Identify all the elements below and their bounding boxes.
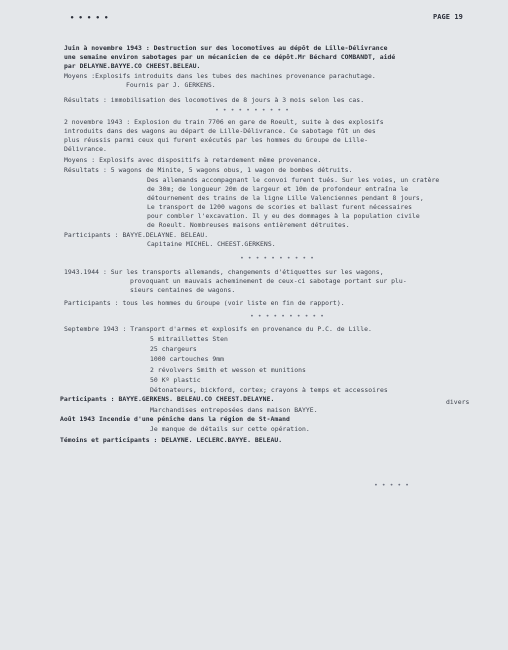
text-line: Moyens : Explosifs avec dispositifs à retardement même provenance. [64,156,322,164]
text-line: 1943.1944 : Sur les transports allemands, changements d'étiquettes sur les wagons, [64,268,384,276]
text-line: Septembre 1943 : Transport d'armes et explosifs en provenance du P.C. de Lille. [64,325,372,333]
text-line: Détonateurs, bickford, cortex; crayons à temps et accessoires [150,386,388,394]
text-line: Juin à novembre 1943 : Destruction sur des locomotives au dépôt de Lille-Délivrance [64,44,388,52]
text-line: 2 révolvers Smith et wesson et munitions [150,366,306,374]
text-line: 25 chargeurs [150,345,197,353]
text-line: de Roeult. Nombreuses maisons entièrement détruites. [147,221,350,229]
text-line: 2 novembre 1943 : Explosion du train 7706 en gare de Roeult, suite à des explosifs [64,118,384,126]
text-line: Participants : BAYYE.DELAYNE. BELEAU. [64,231,209,239]
text-line: Capitaine MICHEL. CHEEST.GERKENS. [147,240,276,248]
text-line: Résultats : immobilisation des locomotives de 8 jours à 3 mois selon les cas. [64,96,365,104]
text-line: Je manque de détails sur cette opération. [150,425,310,433]
text-line: Fournis par J. GERKENS. [126,81,216,89]
section-separator: • • • • • • • • • • [240,254,315,262]
text-line: sieurs centaines de wagons. [130,286,236,294]
text-line: Le transport de 1200 wagons de scories et ballast furent nécessaires [147,203,413,211]
text-line: une semaine environ sabotages par un mécanicien de ce dépôt.Mr Béchard COMBANDT, aidé [64,53,396,61]
text-line: Résultats : 5 wagons de Minite, 5 wagons obus, 1 wagon de bombes détruits. [64,166,353,174]
text-line: de 30m; de longueur 20m de largeur et 10m de profondeur entraîna le [147,185,409,193]
page-number: PAGE 19 [433,13,463,21]
text-line: Participants : BAYYE.GERKENS. BELEAU.CO CHEEST.DELAYNE. [60,395,275,403]
text-line: pour combler l'excavation. Il y eu des dommages à la population civile [147,212,420,220]
text-line: Des allemands accompagnant le convoi furent tués. Sur les voies, un cratère [147,176,440,184]
text-line: 50 Kº plastic [150,376,201,384]
text-line: Témoins et participants : DELAYNE. LECLERC.BAYYE. BELEAU. [60,436,283,444]
text-line: Moyens :Explosifs introduits dans les tubes des machines provenance parachutage. [64,72,376,80]
text-line: Délivrance. [64,145,107,153]
section-separator: • • • • • [374,481,410,489]
text-line: 1000 cartouches 9mm [150,355,225,363]
section-separator: • • • • • • • • • • [215,106,290,114]
text-line: Août 1943 Incendie d'une péniche dans la région de St-Amand [60,415,290,423]
section-separator: • • • • • • • • • • [250,312,325,320]
text-line: introduits dans des wagons au départ de Lille-Délivrance. Ce sabotage fût un des [64,127,376,135]
text-line: plus réussis parmi ceux qui furent exécutés par les hommes du Groupe de Lille- [64,136,369,144]
text-line: Marchandises entreposées dans maison BAYYE. [150,406,318,414]
text-line: divers [446,398,470,406]
text-line: 5 mitraillettes Sten [150,335,228,343]
text-line: Participants : tous les hommes du Groupe (voir liste en fin de rapport). [64,299,345,307]
header-stars: • • • • • [70,14,109,22]
text-line: provoquant un mauvais acheminement de ceux-ci sabotage portant sur plu- [130,277,407,285]
text-line: détournement des trains de la ligne Lille Valenciennes pendant 8 jours, [147,194,424,202]
text-line: par DELAYNE.BAYYE.CO CHEEST.BELEAU. [64,62,201,70]
